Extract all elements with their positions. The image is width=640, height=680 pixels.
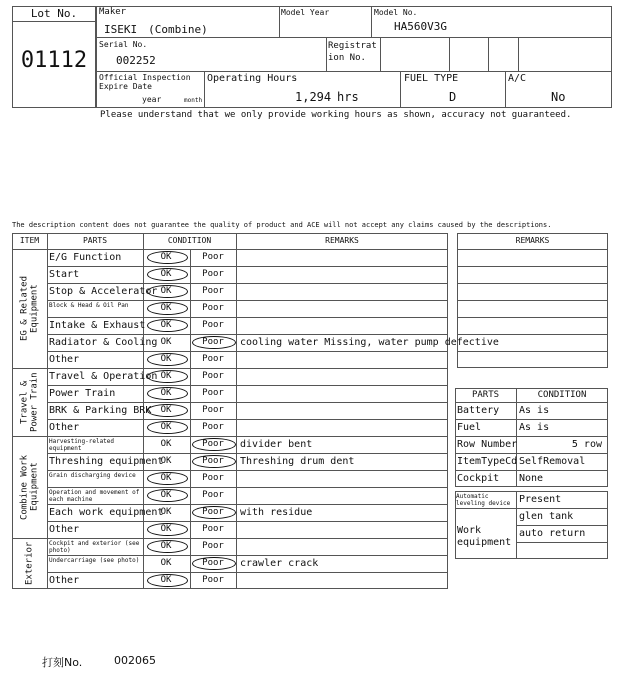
- poor-option[interactable]: Poor: [202, 337, 224, 347]
- hours-value: 1,294: [295, 90, 332, 104]
- ok-option[interactable]: OK: [160, 371, 172, 381]
- ok-option[interactable]: OK: [160, 456, 172, 466]
- vline: [449, 37, 450, 71]
- selected-circle: [147, 574, 188, 587]
- hours-unit: hrs: [337, 90, 359, 104]
- poor-option[interactable]: Poor: [202, 507, 224, 517]
- selected-circle: [147, 523, 188, 536]
- poor-option[interactable]: Poor: [202, 524, 224, 534]
- side-condition-header: CONDITION: [537, 390, 587, 400]
- info-row-divider-1: [96, 37, 612, 38]
- remarks-row-line: [457, 334, 608, 335]
- group-label: Combine Work Equipment: [19, 454, 40, 520]
- year-label: year: [142, 95, 162, 104]
- side-part: Cockpit: [457, 473, 500, 484]
- selected-circle: [147, 489, 188, 502]
- remark-text: crawler crack: [240, 558, 319, 569]
- side-part: Row Number: [457, 439, 518, 450]
- part-name: Undercarriage (see photo): [49, 557, 140, 564]
- remarks-row-line: [457, 266, 608, 267]
- vline: [518, 37, 519, 71]
- vline: [380, 37, 381, 71]
- remark-text: with residue: [240, 507, 313, 518]
- work-equipment-label: Work equipment: [457, 525, 512, 548]
- remarks-row-line: [457, 300, 608, 301]
- selected-circle: [147, 251, 188, 264]
- selected-circle: [192, 557, 236, 570]
- work-value: Present: [519, 494, 562, 505]
- table-row: [47, 266, 448, 283]
- ok-option[interactable]: OK: [160, 286, 172, 296]
- poor-option[interactable]: Poor: [202, 422, 224, 432]
- vline: [326, 37, 327, 71]
- table-row: [47, 351, 448, 368]
- poor-option[interactable]: Poor: [202, 541, 224, 551]
- table-row: [47, 572, 448, 589]
- auto-leveling-label: Automatic leveling device: [456, 493, 511, 507]
- ok-option[interactable]: OK: [160, 473, 172, 483]
- ok-option[interactable]: OK: [160, 541, 172, 551]
- poor-option[interactable]: Poor: [202, 490, 224, 500]
- ok-option[interactable]: OK: [160, 575, 172, 585]
- fuel-label: FUEL TYPE: [404, 73, 459, 84]
- part-name: Block & Head & Oil Pan: [49, 302, 129, 309]
- poor-option[interactable]: Poor: [202, 388, 224, 398]
- vline: [279, 6, 280, 37]
- serial-label: Serial No.: [99, 40, 148, 49]
- part-name: Other: [49, 575, 80, 586]
- maker-value: ISEKI (Combine): [104, 23, 208, 36]
- ok-option[interactable]: OK: [160, 388, 172, 398]
- model-no-value: HA560V3G: [394, 20, 447, 33]
- selected-circle: [192, 506, 236, 519]
- group-label: Travel & Power Train: [19, 372, 40, 432]
- poor-option[interactable]: Poor: [202, 354, 224, 364]
- selected-circle: [147, 540, 188, 553]
- table-row: [47, 419, 448, 436]
- stamp-value: 002065: [114, 654, 156, 667]
- col-parts-header: PARTS: [82, 236, 108, 245]
- inspection-label: Official Inspection Expire Date: [99, 73, 191, 91]
- info-row-divider-2: [96, 71, 612, 72]
- poor-option[interactable]: Poor: [202, 252, 224, 262]
- col-remarks-header: REMARKS: [325, 236, 359, 245]
- side-value: SelfRemoval: [519, 456, 586, 467]
- poor-option[interactable]: Poor: [202, 320, 224, 330]
- selected-circle: [192, 455, 236, 468]
- ok-option[interactable]: OK: [160, 507, 172, 517]
- serial-value: 002252: [116, 54, 156, 67]
- fuel-value: D: [449, 90, 457, 104]
- col-condition-header: CONDITION: [167, 236, 212, 245]
- part-name: Other: [49, 422, 80, 433]
- selected-circle: [147, 404, 188, 417]
- ok-option[interactable]: OK: [160, 490, 172, 500]
- ok-option[interactable]: OK: [160, 337, 172, 347]
- selected-circle: [147, 268, 188, 281]
- vline: [505, 71, 506, 108]
- poor-option[interactable]: Poor: [202, 456, 224, 466]
- remarks-row-line: [457, 283, 608, 284]
- stamp-label: 打刻No.: [42, 656, 83, 669]
- side-value: As is: [519, 405, 550, 416]
- remark-text: cooling water Missing, water pump defective: [240, 337, 499, 348]
- part-name: Operation and movement of each machine: [49, 489, 140, 503]
- group-label: EG & Related Equipment: [19, 275, 40, 342]
- poor-option[interactable]: Poor: [202, 558, 224, 568]
- part-name: Intake & Exhaust: [49, 320, 146, 331]
- lot-number: 01112: [20, 48, 88, 73]
- part-name: Radiator & Cooling: [49, 337, 158, 348]
- ok-option[interactable]: OK: [160, 269, 172, 279]
- work-row-line: [455, 508, 516, 509]
- maker-label: Maker: [99, 7, 127, 17]
- selected-circle: [192, 336, 236, 349]
- selected-circle: [147, 387, 188, 400]
- vline: [204, 71, 205, 108]
- part-name: Start: [49, 269, 80, 280]
- poor-option[interactable]: Poor: [202, 473, 224, 483]
- part-name: Grain discharging device: [49, 472, 136, 479]
- selected-circle: [147, 285, 188, 298]
- remarks-row-line: [457, 351, 608, 352]
- ok-option[interactable]: OK: [160, 558, 172, 568]
- remark-text: Threshing drum dent: [240, 456, 355, 467]
- remark-text: divider bent: [240, 439, 313, 450]
- ok-option[interactable]: OK: [160, 524, 172, 534]
- poor-option[interactable]: Poor: [202, 286, 224, 296]
- part-name: Each work equipment: [49, 507, 164, 518]
- work-value: auto return: [519, 528, 586, 539]
- selected-circle: [147, 319, 188, 332]
- poor-option[interactable]: Poor: [202, 371, 224, 381]
- selected-circle: [147, 302, 188, 315]
- ok-option[interactable]: OK: [160, 439, 172, 449]
- part-name: E/G Function: [49, 252, 122, 263]
- group-label: Exterior: [24, 541, 35, 586]
- part-name: Cockpit and exterior (see photo): [49, 540, 140, 554]
- vline: [371, 6, 372, 37]
- part-name: Harvesting-related equipment: [49, 438, 115, 452]
- hours-label: Operating Hours: [207, 73, 298, 84]
- side-part: Battery: [457, 405, 500, 416]
- part-name: Travel & Operation: [49, 371, 158, 382]
- ac-label: A/C: [508, 73, 527, 84]
- selected-circle: [147, 421, 188, 434]
- ac-value: No: [551, 90, 566, 104]
- table-row: [47, 521, 448, 538]
- part-name: Power Train: [49, 388, 116, 399]
- remarks-row-line: [457, 249, 608, 250]
- side-value: 5 row: [571, 439, 602, 450]
- model-no-label: Model No.: [374, 8, 418, 17]
- remarks-panel-title: REMARKS: [515, 236, 550, 245]
- ok-option[interactable]: OK: [160, 320, 172, 330]
- hours-notice: Please understand that we only provide working hours as shown, accuracy not guaranteed.: [100, 110, 572, 120]
- work-value-line: [516, 542, 608, 543]
- selected-circle: [192, 438, 236, 451]
- month-label: month: [184, 97, 203, 104]
- part-name: Other: [49, 524, 80, 535]
- poor-option[interactable]: Poor: [202, 439, 224, 449]
- side-part: ItemTypeCd: [457, 456, 518, 467]
- vline: [488, 37, 489, 71]
- part-name: Other: [49, 354, 80, 365]
- part-name: BRK & Parking BRK: [49, 405, 152, 416]
- side-part: Fuel: [457, 422, 482, 433]
- lot-label: Lot No.: [30, 7, 78, 20]
- disclaimer: The description content does not guarantee the quality of product and ACE will not accept any claims caused by the descriptions.: [12, 221, 552, 229]
- poor-option[interactable]: Poor: [202, 269, 224, 279]
- lot-divider: [12, 21, 96, 22]
- selected-circle: [147, 353, 188, 366]
- ok-option[interactable]: OK: [160, 422, 172, 432]
- poor-option[interactable]: Poor: [202, 405, 224, 415]
- side-parts-header: PARTS: [471, 390, 500, 400]
- col-item-header: ITEM: [19, 236, 40, 245]
- poor-option[interactable]: Poor: [202, 575, 224, 585]
- side-value: None: [519, 473, 544, 484]
- ok-option[interactable]: OK: [160, 252, 172, 262]
- vline: [400, 71, 401, 108]
- selected-circle: [147, 370, 188, 383]
- part-name: Threshing equipment: [49, 456, 164, 467]
- work-value: glen tank: [519, 511, 574, 522]
- part-name: Stop & Accelerator: [49, 286, 158, 297]
- registration-label: Registrat ion No.: [328, 41, 377, 63]
- ok-option[interactable]: OK: [160, 354, 172, 364]
- remarks-row-line: [457, 317, 608, 318]
- selected-circle: [147, 472, 188, 485]
- side-value: As is: [519, 422, 550, 433]
- ok-option[interactable]: OK: [160, 303, 172, 313]
- model-year-label: Model Year: [281, 8, 330, 17]
- ok-option[interactable]: OK: [160, 405, 172, 415]
- poor-option[interactable]: Poor: [202, 303, 224, 313]
